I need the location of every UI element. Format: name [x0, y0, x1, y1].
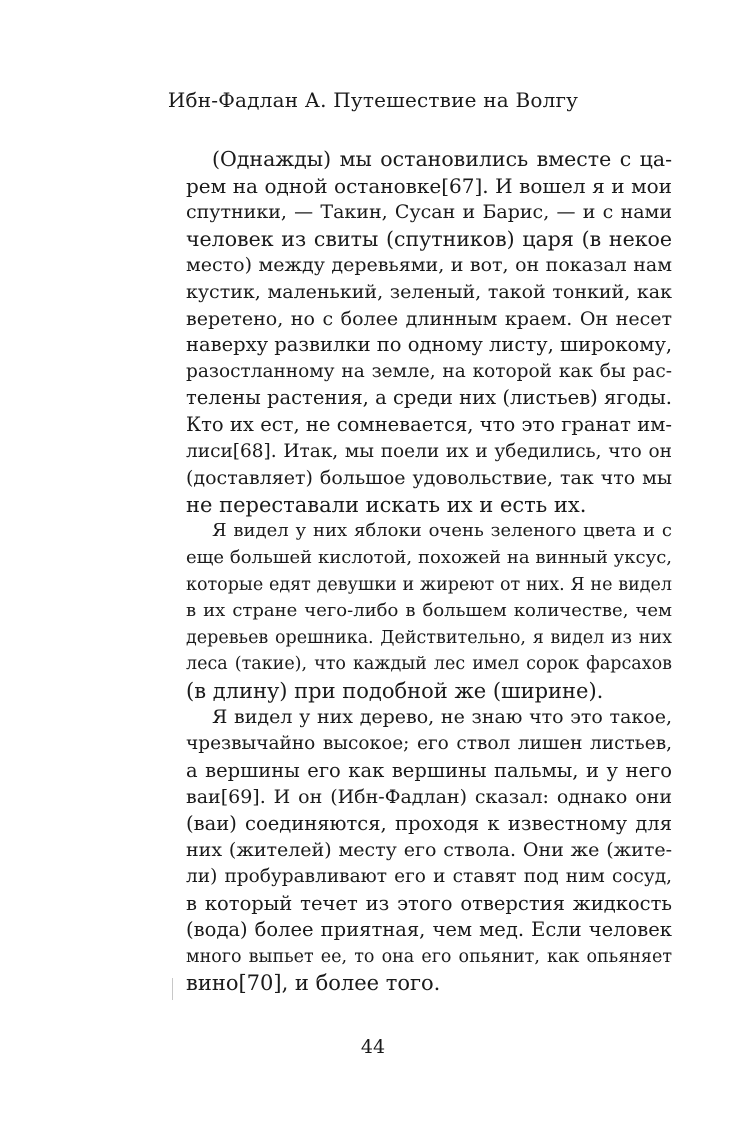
text-line: которые едят девушки и жиреют от них. Я не видел — [186, 574, 672, 595]
text-line: них (жителей) месту его ствола. Они же (жите- — [186, 839, 672, 862]
text-line: не переставали искать их и есть их. — [186, 492, 587, 517]
text-line: спутники, — Такин, Сусан и Барис, — и с нами — [186, 201, 672, 224]
text-line: (вода) более приятная, чем мед. Если человек — [186, 918, 672, 942]
text-line: рем на одной остановке[67]. И вошел я и мои — [186, 173, 672, 198]
text-line: чрезвычайно высокое; его ствол лишен листьев, — [186, 733, 672, 755]
text-line: леса (такие), что каждый лес имел сорок фарсахов — [186, 654, 672, 675]
text-line: (в длину) при подобной же (ширине). — [186, 678, 604, 703]
text-line: Я видел у них яблоки очень зеленого цвета и с — [212, 520, 672, 542]
text-line: место) между деревьями, и вот, он показал нам — [186, 254, 672, 277]
text-line: (доставляет) большое удовольствие, так что мы — [186, 467, 672, 490]
margin-mark — [172, 978, 173, 1000]
text-line: (Однажды) мы остановились вместе с ца- — [212, 147, 672, 171]
text-line: Кто их ест, не сомневается, что это гранат им- — [186, 412, 672, 436]
text-line: кустик, маленький, зеленый, такой тонкий, как — [186, 280, 672, 303]
text-line: деревьев орешника. Действительно, я видел из них — [186, 627, 672, 648]
text-line: много выпьет ее, то она его опьянит, как опьяняет — [186, 946, 672, 967]
body-text — [186, 146, 672, 997]
text-line: ли) пробуравливают его и ставят под ним сосуд, — [186, 866, 672, 888]
text-line: наверху развилки по одному листу, широкому, — [186, 333, 673, 357]
text-line: веретено, но с более длинным краем. Он несет — [186, 307, 672, 330]
text-line: Я видел у них дерево, не знаю что это такое, — [212, 706, 672, 729]
text-line: человек из свиты (спутников) царя (в некое — [186, 226, 672, 251]
text-line: разостланному на земле, на которой как бы рас- — [186, 360, 672, 382]
text-line: телены растения, а среди них (листьев) ягоды. — [186, 386, 672, 410]
text-line: вино[70], и более того. — [186, 971, 441, 996]
text-line: а вершины его как вершины пальмы, и у него — [186, 758, 672, 782]
text-line: лиси[68]. Итак, мы поели их и убедились, что он — [186, 440, 672, 462]
text-line: еще большей кислотой, похожей на винный уксус, — [186, 546, 672, 568]
text-line: в их стране чего-либо в большем количестве, чем — [186, 600, 672, 622]
running-head: Ибн-Фадлан А. Путешествие на Волгу — [167, 88, 579, 112]
text-line: (ваи) соединяются, проходя к известному для — [186, 811, 672, 835]
page-number: 44 — [360, 1036, 386, 1058]
text-line: ваи[69]. И он (Ибн-Фадлан) сказал: однако они — [186, 786, 672, 809]
text-line: в который течет из этого отверстия жидкость — [186, 891, 672, 915]
